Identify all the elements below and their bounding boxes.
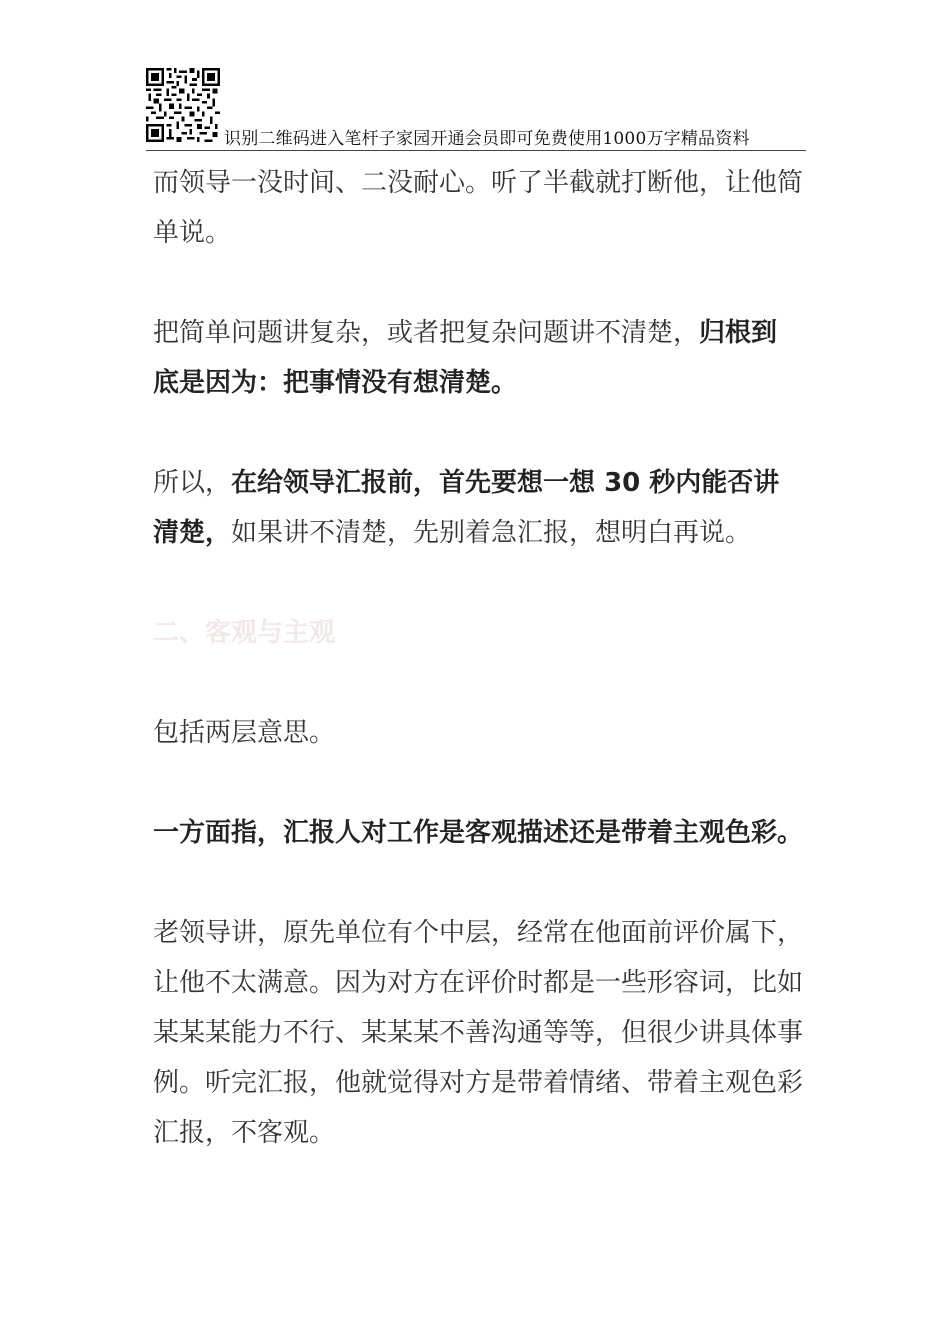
paragraph-4	[153, 708, 803, 758]
paragraph-2-emphasis: 归根到底是因为：把事情没有想清楚。	[153, 318, 778, 398]
paragraph-1-text: 而领导一没时间、二没耐心。听了半截就打断他，让他简单说。	[153, 168, 804, 248]
paragraph-2-text: 把简单问题讲复杂，或者把复杂问题讲不清楚，	[153, 318, 700, 348]
paragraph-4-text: 包括两层意思。	[153, 718, 336, 748]
paragraph-3	[153, 458, 803, 558]
paragraph-6	[153, 908, 803, 1158]
article-body	[153, 158, 803, 1158]
section-heading: 二、客观与主观	[153, 618, 336, 648]
document-header	[146, 68, 806, 152]
paragraph-6-text: 老领导讲，原先单位有个中层，经常在他面前评价属下，让他不太满意。因为对方在评价时都是一些形容词，比如某某某能力不行、某某某不善沟通等等，但很少讲具体事例。听完汇报，他就觉得对方是带着情绪、带着主观色彩汇报，不客观。	[153, 918, 804, 1148]
paragraph-1	[153, 158, 803, 258]
qr-code-icon[interactable]	[146, 68, 220, 142]
paragraph-3-emphasis: 在给领导汇报前，首先要想一想 30 秒内能否讲清楚，	[153, 468, 780, 548]
paragraph-2	[153, 308, 803, 408]
header-banner-text: 识别二维码进入笔杆子家园开通会员即可免费使用1000万字精品资料	[224, 129, 750, 149]
header-divider	[146, 150, 806, 151]
paragraph-3-lead: 所以，	[153, 468, 232, 498]
paragraph-5	[153, 808, 803, 858]
paragraph-5-text: 一方面指，汇报人对工作是客观描述还是带着主观色彩。	[153, 818, 804, 848]
paragraph-3-tail: 如果讲不清楚，先别着急汇报，想明白再说。	[231, 518, 752, 548]
